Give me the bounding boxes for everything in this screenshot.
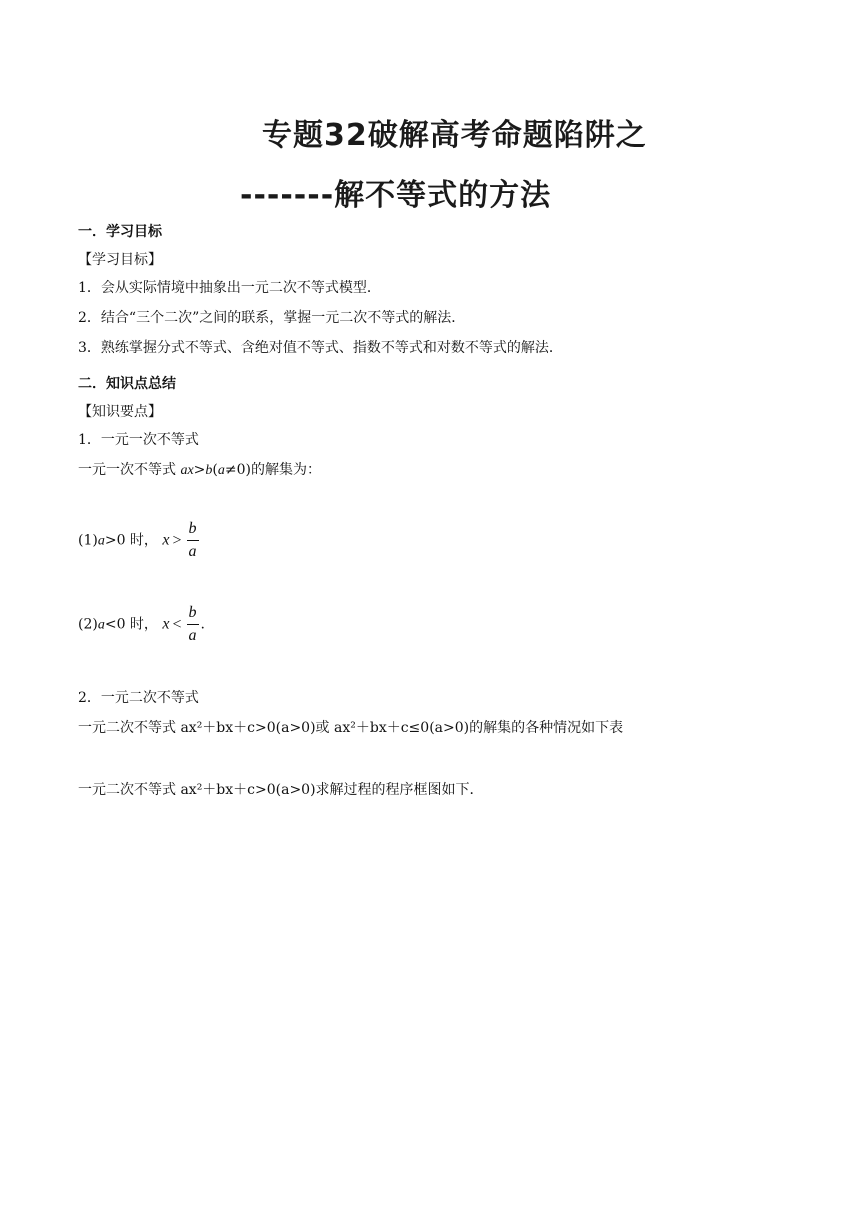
- linear-inequality-intro: [78, 460, 321, 481]
- case1-op: >: [172, 531, 182, 549]
- intro-paren: (: [212, 462, 218, 478]
- case2-fraction: [187, 602, 199, 647]
- case1-denominator: a: [188, 543, 197, 560]
- title-line-2: -------解不等式的方法: [240, 178, 552, 213]
- objective-item-3: 3．熟练掌握分式不等式、含绝对值不等式、指数不等式和对数不等式的解法．: [78, 340, 563, 356]
- case2-x: x: [162, 615, 170, 633]
- case-2: [78, 602, 205, 647]
- case1-fraction: [187, 518, 199, 563]
- intro-ax: ax: [180, 463, 194, 478]
- case1-x: x: [162, 531, 170, 549]
- case2-op: <: [172, 615, 182, 633]
- case2-end: .: [200, 616, 205, 633]
- intro-a: a: [217, 463, 225, 478]
- quadratic-table-intro: 一元二次不等式 ax²＋bx＋c>0(a>0)或 ax²＋bx＋c≤0(a>0)的解集的各种情况如下表: [78, 720, 624, 736]
- intro-gt: >: [193, 462, 206, 478]
- section-bracket-2: 【知识要点】: [78, 404, 162, 420]
- case2-numerator: b: [187, 602, 199, 625]
- case1-prefix: (1): [78, 532, 98, 549]
- intro-tail: ≠0)的解集为：: [224, 462, 321, 478]
- section-heading-2: 二．知识点总结: [78, 376, 176, 392]
- objective-item-2: 2．结合“三个二次”之间的联系，掌握一元二次不等式的解法．: [78, 310, 466, 326]
- section-heading-1: 一．学习目标: [78, 224, 162, 240]
- intro-b: b: [205, 463, 213, 478]
- title-line-1: 专题32破解高考命题陷阱之: [262, 118, 647, 153]
- subsection-title-2: 2．一元二次不等式: [78, 690, 199, 706]
- case1-var: a: [97, 533, 105, 549]
- case2-var: a: [97, 617, 105, 633]
- case1-cond: >0 时，: [104, 532, 158, 549]
- intro-text: 一元一次不等式: [78, 462, 181, 478]
- case2-prefix: (2): [78, 616, 98, 633]
- case2-denominator: a: [188, 627, 197, 644]
- quadratic-flowchart-intro: 一元二次不等式 ax²＋bx＋c>0(a>0)求解过程的程序框图如下．: [78, 782, 484, 798]
- case2-cond: <0 时，: [104, 616, 158, 633]
- objective-item-1: 1．会从实际情境中抽象出一元二次不等式模型．: [78, 280, 381, 296]
- case1-numerator: b: [187, 518, 199, 541]
- subsection-title-1: 1．一元一次不等式: [78, 432, 199, 448]
- case-1: [78, 518, 201, 563]
- section-bracket-1: 【学习目标】: [78, 252, 162, 268]
